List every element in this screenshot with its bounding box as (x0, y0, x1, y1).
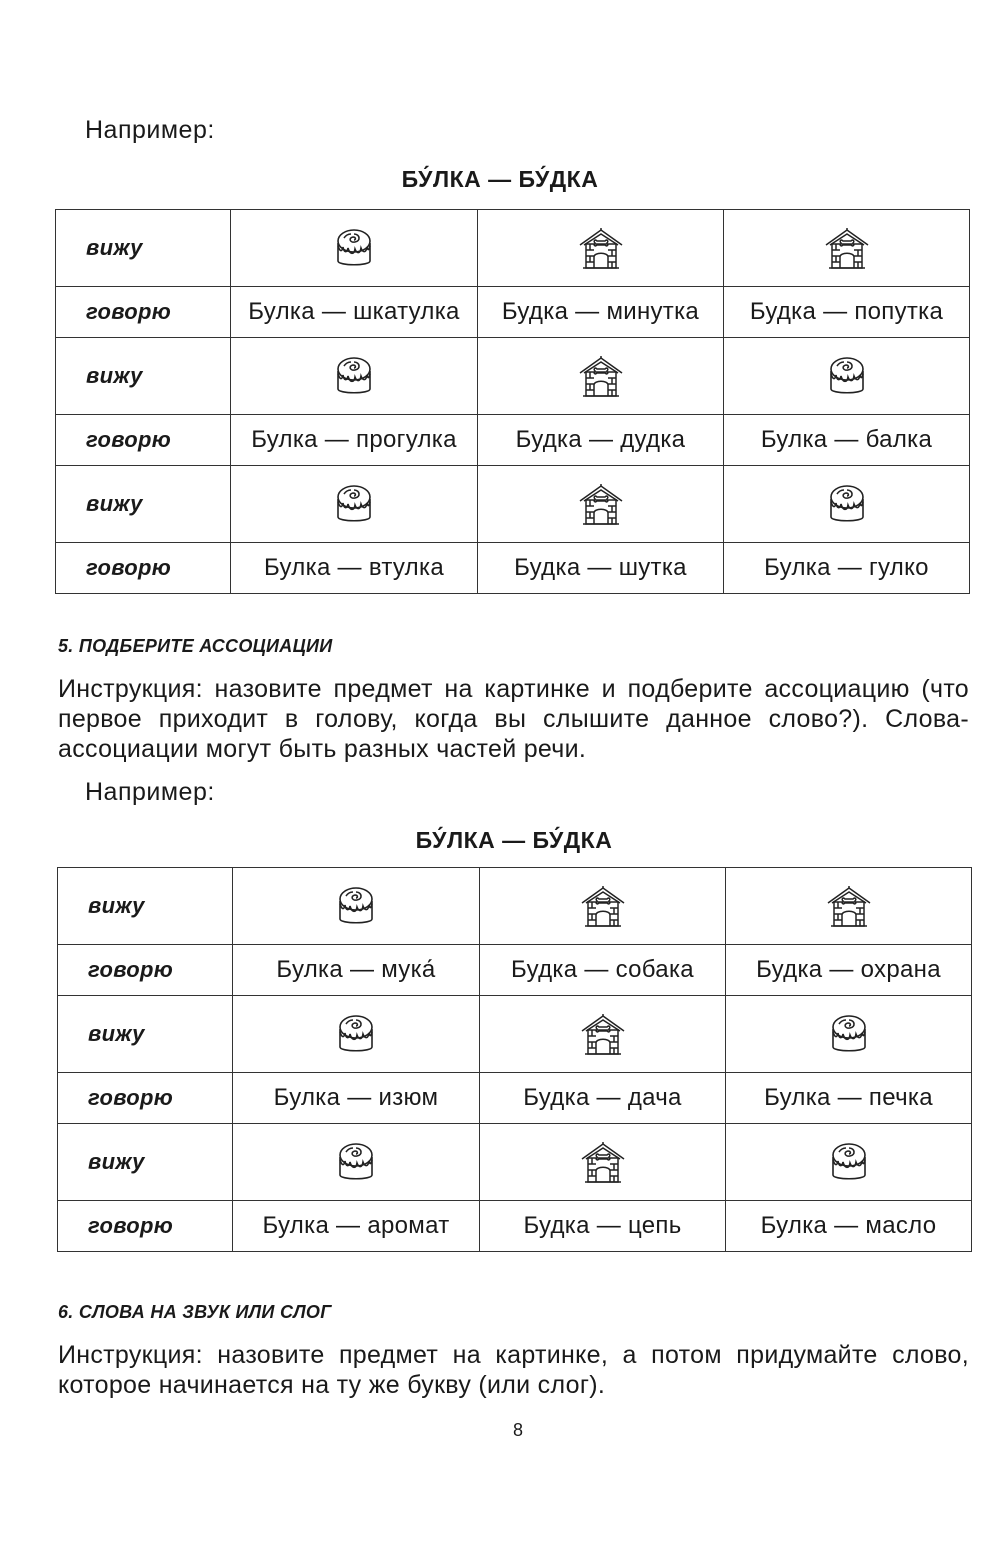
word-pair-cell: Булка — масло (726, 1201, 972, 1252)
picture-cell (724, 466, 970, 543)
table-row (58, 945, 972, 996)
section-5-title: БУ́ЛКА — БУ́ДКА (415, 827, 613, 853)
picture-cell (480, 996, 726, 1073)
word-pair-cell: Булка — изюм (233, 1073, 480, 1124)
doghouse-icon (579, 1019, 627, 1046)
word-pair-cell: Будка — собака (480, 945, 726, 996)
picture-cell (478, 210, 724, 287)
doghouse-icon (577, 489, 625, 516)
picture-cell (233, 868, 480, 945)
bun-icon (332, 489, 376, 516)
bun-icon (825, 361, 869, 388)
word-pair-cell: Булка — шкатулка (231, 287, 478, 338)
word-pair-cell: Будка — попутка (724, 287, 970, 338)
doghouse-icon (823, 233, 871, 260)
see-say-table-1 (55, 209, 970, 594)
table-row (58, 1073, 972, 1124)
picture-cell (726, 996, 972, 1073)
picture-cell (480, 1124, 726, 1201)
picture-cell (724, 338, 970, 415)
page-number: 8 (512, 1420, 523, 1440)
picture-cell (726, 868, 972, 945)
doghouse-icon (577, 233, 625, 260)
doghouse-icon (579, 891, 627, 918)
picture-cell (231, 466, 478, 543)
word-pair-cell: Будка — охрана (726, 945, 972, 996)
table-row (58, 1124, 972, 1201)
word-pair-cell: Будка — минутка (478, 287, 724, 338)
bun-icon (332, 361, 376, 388)
word-pair-cell: Булка — балка (724, 415, 970, 466)
bun-icon (334, 891, 378, 918)
table-row (56, 338, 970, 415)
word-pair-cell: Будка — шутка (478, 543, 724, 594)
row-label-see: вижу (58, 1124, 233, 1201)
word-pair-cell: Булка — втулка (231, 543, 478, 594)
row-label-say: говорю (58, 945, 233, 996)
section-5-instruction: Инструкция: назовите предмет на картинке и подберите ассоциацию (что первое приходит в голову, когда вы слышите данное слово?). Слова-ассоциации могут быть разных частей речи. (58, 675, 969, 763)
word-pair-cell: Булка — печка (726, 1073, 972, 1124)
picture-cell (478, 466, 724, 543)
page-title: БУ́ЛКА — БУ́ДКА (401, 166, 599, 192)
picture-cell (231, 210, 478, 287)
section-6-heading: 6. СЛОВА НА ЗВУК ИЛИ СЛОГ (58, 1302, 332, 1322)
row-label-see: вижу (56, 338, 231, 415)
row-label-see: вижу (58, 996, 233, 1073)
row-label-say: говорю (58, 1201, 233, 1252)
word-pair-cell: Будка — цепь (480, 1201, 726, 1252)
picture-cell (231, 338, 478, 415)
row-label-say: говорю (56, 543, 231, 594)
word-pair-cell: Булка — аромат (233, 1201, 480, 1252)
row-label-say: говорю (56, 415, 231, 466)
picture-cell (233, 996, 480, 1073)
section-5-heading: 5. ПОДБЕРИТЕ АССОЦИАЦИИ (58, 636, 333, 656)
bun-icon (827, 1019, 871, 1046)
doghouse-icon (825, 891, 873, 918)
table-row (56, 287, 970, 338)
doghouse-icon (577, 361, 625, 388)
bun-icon (825, 489, 869, 516)
picture-cell (480, 868, 726, 945)
row-label-say: говорю (58, 1073, 233, 1124)
bun-icon (334, 1147, 378, 1174)
table-row (56, 543, 970, 594)
word-pair-cell: Булка — мука́ (233, 945, 480, 996)
row-label-see: вижу (56, 210, 231, 287)
example-label-2: Например: (85, 778, 215, 806)
picture-cell (233, 1124, 480, 1201)
table-row (56, 466, 970, 543)
picture-cell (724, 210, 970, 287)
section-6-instruction: Инструкция: назовите предмет на картинке, а потом придумайте слово, которое начинается на ту же букву (или слог). (58, 1341, 969, 1399)
doghouse-icon (579, 1147, 627, 1174)
bun-icon (334, 1019, 378, 1046)
word-pair-cell: Булка — гулко (724, 543, 970, 594)
example-label: Например: (85, 116, 215, 144)
word-pair-cell: Будка — дудка (478, 415, 724, 466)
picture-cell (478, 338, 724, 415)
bun-icon (827, 1147, 871, 1174)
bun-icon (332, 233, 376, 260)
row-label-see: вижу (56, 466, 231, 543)
table-row (56, 415, 970, 466)
picture-cell (726, 1124, 972, 1201)
row-label-say: говорю (56, 287, 231, 338)
word-pair-cell: Булка — прогулка (231, 415, 478, 466)
table-row (58, 1201, 972, 1252)
see-say-table-2 (57, 867, 972, 1252)
table-row (58, 996, 972, 1073)
word-pair-cell: Будка — дача (480, 1073, 726, 1124)
table-row (56, 210, 970, 287)
row-label-see: вижу (58, 868, 233, 945)
table-row (58, 868, 972, 945)
